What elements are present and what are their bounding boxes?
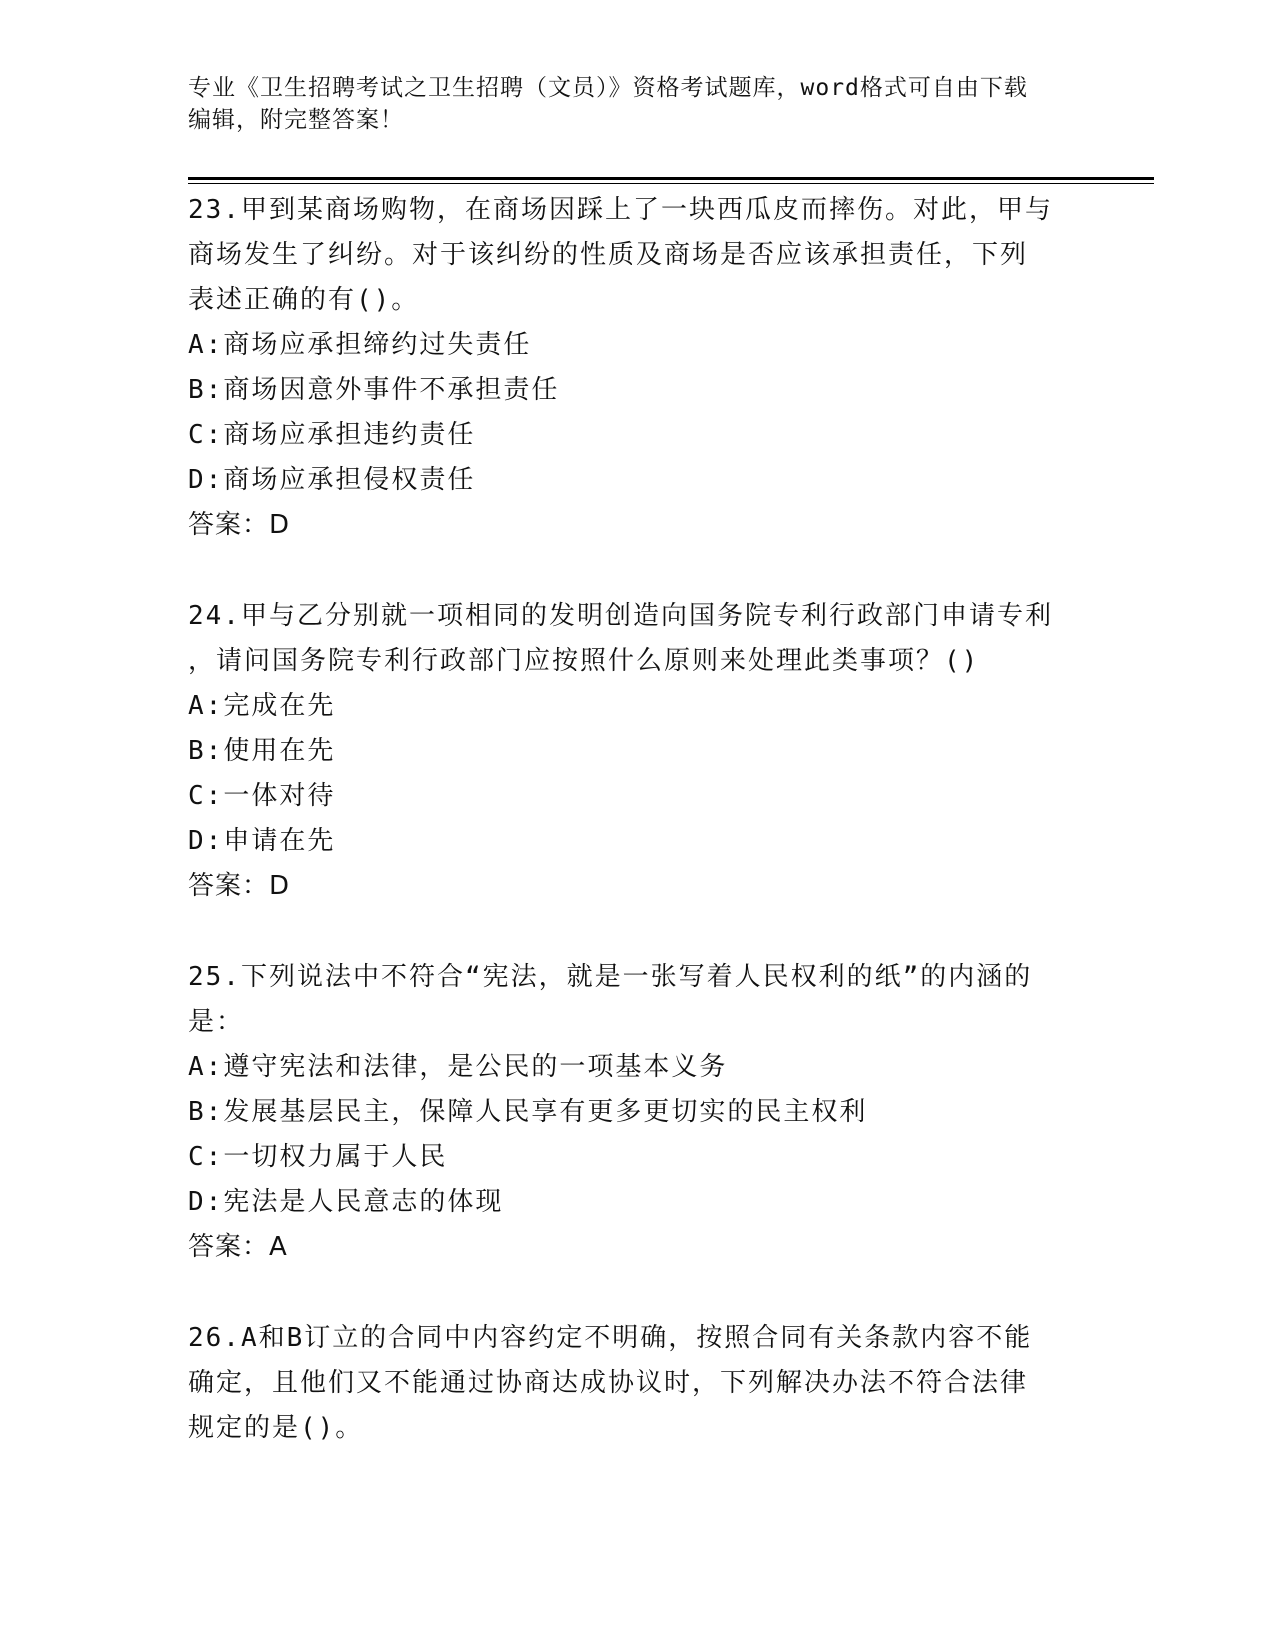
question-23	[188, 188, 1088, 548]
answer: 答案：D	[188, 510, 291, 540]
question-stem-line: 23.甲到某商场购物，在商场因踩上了一块西瓜皮而摔伤。对此，甲与	[188, 195, 1053, 225]
question-stem-line: 商场发生了纠纷。对于该纠纷的性质及商场是否应该承担责任，下列	[188, 240, 1029, 270]
option-text: 申请在先	[223, 826, 336, 856]
option-a	[188, 684, 1088, 729]
option-a	[188, 1045, 1088, 1090]
option-letter: D:	[188, 465, 224, 495]
option-text: 发展基层民主，保障人民享有更多更切实的民主权利	[223, 1097, 868, 1127]
option-letter: D:	[188, 1187, 224, 1217]
option-b	[188, 729, 1088, 774]
answer: 答案：A	[188, 1232, 288, 1262]
option-d	[188, 819, 1088, 864]
option-letter: C:	[188, 420, 224, 450]
header-divider-thin	[188, 183, 1154, 184]
option-c	[188, 1135, 1088, 1180]
option-letter: C:	[188, 1142, 224, 1172]
option-b	[188, 368, 1088, 413]
question-24	[188, 594, 1088, 909]
option-text: 遵守宪法和法律，是公民的一项基本义务	[223, 1052, 728, 1082]
option-text: 商场应承担违约责任	[223, 420, 476, 450]
option-text: 完成在先	[223, 691, 336, 721]
question-stem-line: ，请问国务院专利行政部门应按照什么原则来处理此类事项？()	[188, 646, 980, 676]
option-c	[188, 774, 1088, 819]
option-b	[188, 1090, 1088, 1135]
option-text: 商场因意外事件不承担责任	[223, 375, 560, 405]
option-text: 一切权力属于人民	[223, 1142, 448, 1172]
question-25	[188, 955, 1088, 1270]
question-26	[188, 1316, 1088, 1451]
option-text: 商场应承担缔约过失责任	[223, 330, 532, 360]
option-d	[188, 1180, 1088, 1225]
question-stem-line: 是：	[188, 1007, 245, 1037]
option-text: 宪法是人民意志的体现	[223, 1187, 504, 1217]
question-stem-line: 确定，且他们又不能通过协商达成协议时，下列解决办法不符合法律	[188, 1368, 1029, 1398]
question-stem-line: 26.A和B订立的合同中内容约定不明确，按照合同有关条款内容不能	[188, 1323, 1033, 1353]
question-stem-line: 规定的是()。	[188, 1413, 364, 1443]
question-stem-line: 24.甲与乙分别就一项相同的发明创造向国务院专利行政部门申请专利	[188, 601, 1053, 631]
answer: 答案：D	[188, 871, 291, 901]
option-d	[188, 458, 1088, 503]
option-letter: A:	[188, 330, 224, 360]
document-header	[188, 72, 1068, 136]
question-stem-line: 表述正确的有()。	[188, 285, 420, 315]
header-line: 专业《卫生招聘考试之卫生招聘（文员）》资格考试题库，word格式可自由下载	[188, 75, 1028, 101]
option-text: 商场应承担侵权责任	[223, 465, 476, 495]
option-letter: B:	[188, 736, 224, 766]
option-letter: D:	[188, 826, 224, 856]
option-letter: A:	[188, 691, 224, 721]
header-divider-thick	[188, 177, 1154, 180]
option-a	[188, 323, 1088, 368]
option-text: 使用在先	[223, 736, 336, 766]
option-letter: A:	[188, 1052, 224, 1082]
option-c	[188, 413, 1088, 458]
question-stem-line: 25.下列说法中不符合“宪法，就是一张写着人民权利的纸”的内涵的	[188, 962, 1033, 992]
option-letter: C:	[188, 781, 224, 811]
option-letter: B:	[188, 1097, 224, 1127]
option-text: 一体对待	[223, 781, 336, 811]
option-letter: B:	[188, 375, 224, 405]
header-line: 编辑，附完整答案！	[188, 107, 404, 133]
